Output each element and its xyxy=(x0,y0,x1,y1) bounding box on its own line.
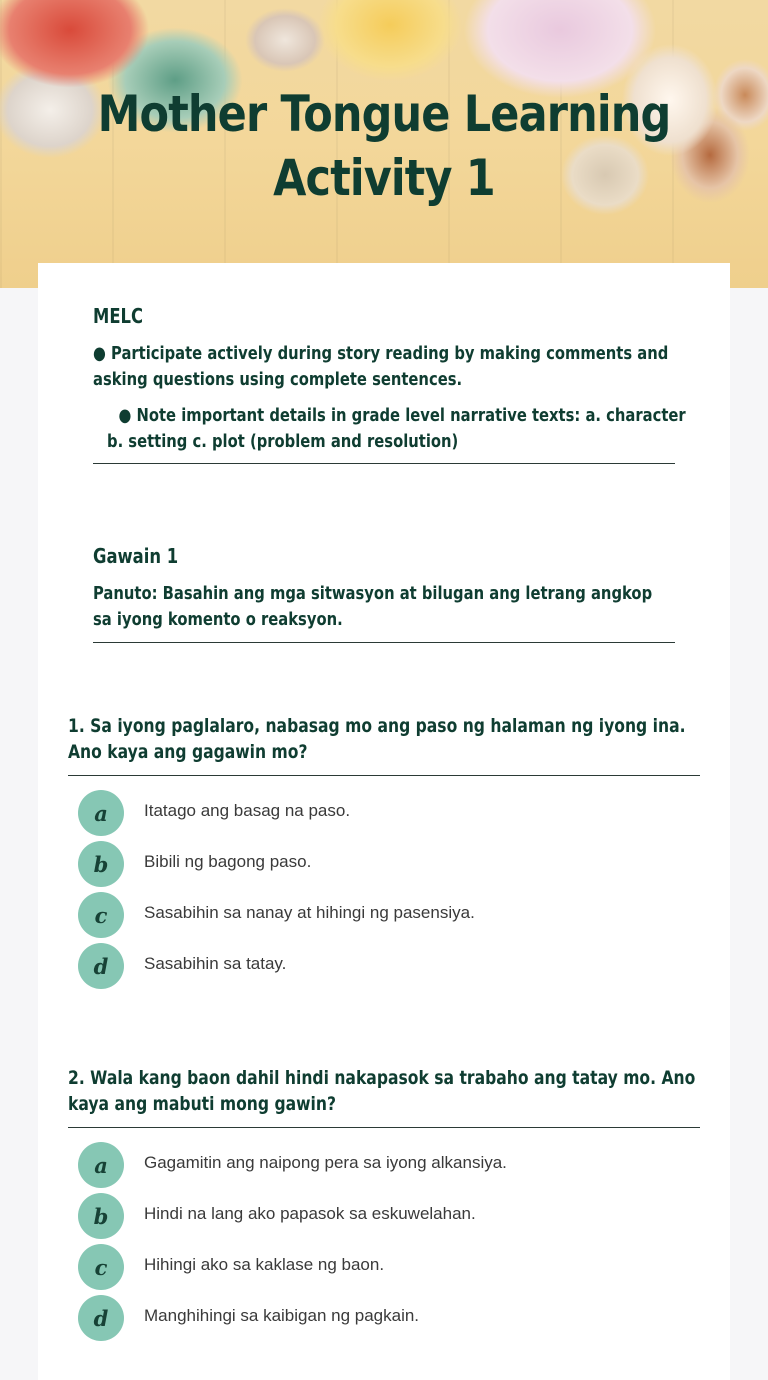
option-1a[interactable] xyxy=(78,790,678,836)
option-letter-badge[interactable]: d xyxy=(78,943,124,989)
option-text: Gagamitin ang naipong pera sa iyong alkansiya. xyxy=(144,1153,507,1172)
option-letter-badge[interactable]: c xyxy=(78,892,124,938)
option-text: Hindi na lang ako papasok sa eskuwelahan. xyxy=(144,1204,476,1223)
melc-label: MELC xyxy=(93,304,144,328)
option-letter-badge[interactable]: a xyxy=(78,790,124,836)
option-text: Bibili ng bagong paso. xyxy=(144,852,312,871)
divider xyxy=(68,1127,700,1128)
option-1c[interactable] xyxy=(78,892,678,938)
page-title xyxy=(54,82,714,210)
divider xyxy=(93,642,675,643)
option-1b[interactable] xyxy=(78,841,678,887)
header-banner xyxy=(0,0,768,288)
option-1d[interactable] xyxy=(78,943,678,989)
option-2d[interactable] xyxy=(78,1295,678,1341)
divider xyxy=(68,775,700,776)
option-text: Sasabihin sa tatay. xyxy=(144,954,287,973)
melc-line-1: ● Participate actively during story reading by making comments and asking questions using complete sentences. xyxy=(93,343,669,390)
option-letter-badge[interactable]: a xyxy=(78,1142,124,1188)
question-1: 1. Sa iyong paglalaro, nabasag mo ang paso ng halaman ng iyong ina. Ano kaya ang gagawin mo? xyxy=(68,715,686,763)
option-letter-badge[interactable]: c xyxy=(78,1244,124,1290)
option-letter-badge[interactable]: b xyxy=(78,1193,124,1239)
option-letter-badge[interactable]: d xyxy=(78,1295,124,1341)
gawain-label: Gawain 1 xyxy=(93,544,179,568)
option-text: Itatago ang basag na paso. xyxy=(144,801,351,820)
option-text: Manghihingi sa kaibigan ng pagkain. xyxy=(144,1306,420,1325)
title-line-1: Mother Tongue Learning xyxy=(97,85,671,143)
gawain-section xyxy=(93,543,675,633)
worksheet-card xyxy=(38,263,730,1380)
question-2: 2. Wala kang baon dahil hindi nakapasok sa trabaho ang tatay mo. Ano kaya ang mabuti mong gawin? xyxy=(68,1067,696,1115)
option-2b[interactable] xyxy=(78,1193,678,1239)
option-text: Hihingi ako sa kaklase ng baon. xyxy=(144,1255,385,1274)
melc-line-2: ● Note important details in grade level narrative texts: a. character b. setting c. plot (problem and resolution) xyxy=(107,405,686,452)
title-line-2: Activity 1 xyxy=(273,149,495,207)
panuto-text: Panuto: Basahin ang mga sitwasyon at bilugan ang letrang angkop sa iyong komento o reaksyon. xyxy=(93,583,653,630)
melc-section xyxy=(93,303,686,455)
divider xyxy=(93,463,675,464)
option-2a[interactable] xyxy=(78,1142,678,1188)
option-2c[interactable] xyxy=(78,1244,678,1290)
option-text: Sasabihin sa nanay at hihingi ng pasensiya. xyxy=(144,903,475,922)
option-letter-badge[interactable]: b xyxy=(78,841,124,887)
